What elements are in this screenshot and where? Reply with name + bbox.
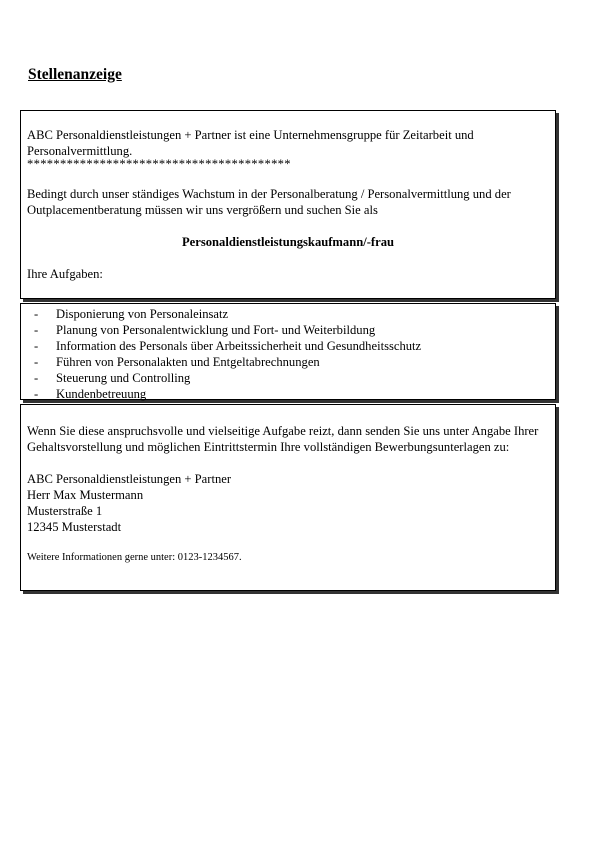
dash-bullet: - — [34, 339, 39, 353]
task-text: Kundenbetreuung — [56, 387, 147, 401]
dash-bullet: - — [34, 307, 39, 321]
list-item — [34, 354, 549, 370]
address-company: ABC Personaldienstleistungen + Partner — [27, 472, 232, 486]
address-city: 12345 Musterstadt — [27, 520, 122, 534]
dash-bullet: - — [34, 371, 39, 385]
info-contact: Weitere Informationen gerne unter: 0123-1234567. — [27, 552, 242, 563]
list-item — [34, 322, 549, 338]
task-list — [34, 306, 549, 402]
list-item — [34, 370, 549, 386]
company-intro: ABC Personaldienstleistungen + Partner ist eine Unternehmensgruppe für Zeitarbeit und Personalvermittlung. — [27, 128, 474, 158]
job-title: Personaldienstleistungskaufmann/-frau — [181, 235, 395, 249]
address-street: Musterstraße 1 — [27, 504, 103, 518]
list-item — [34, 306, 549, 322]
task-text: Information des Personals über Arbeitssicherheit und Gesundheitsschutz — [56, 339, 422, 353]
task-text: Führen von Personalakten und Entgeltabrechnungen — [56, 355, 320, 369]
task-text: Disponierung von Personaleinsatz — [56, 307, 229, 321]
list-item — [34, 338, 549, 354]
tasks-label: Ihre Aufgaben: — [27, 267, 103, 281]
tasks-box — [20, 303, 556, 400]
application-text: Wenn Sie diese anspruchsvolle und vielseitige Aufgabe reizt, dann senden Sie uns unter Angabe Ihrer Gehaltsvorstellung und möglichen Eintrittstermin Ihre vollständigen Bewerbungsunterlagen zu: — [27, 424, 539, 454]
separator-line: **************************************** — [27, 157, 291, 171]
growth-text: Bedingt durch unser ständiges Wachstum in der Personalberatung / Personalvermittlung und der Outplacementberatung müssen wir uns vergrößern und suchen Sie als — [27, 187, 511, 217]
contact-address — [27, 471, 549, 535]
list-item — [34, 386, 549, 402]
dash-bullet: - — [34, 387, 39, 401]
dash-bullet: - — [34, 323, 39, 337]
address-contact: Herr Max Mustermann — [27, 488, 144, 502]
intro-box — [20, 110, 556, 299]
page-title: Stellenanzeige — [28, 66, 122, 83]
task-text: Steuerung und Controlling — [56, 371, 191, 385]
closing-box — [20, 404, 556, 591]
task-text: Planung von Personalentwicklung und Fort- und Weiterbildung — [56, 323, 376, 337]
dash-bullet: - — [34, 355, 39, 369]
